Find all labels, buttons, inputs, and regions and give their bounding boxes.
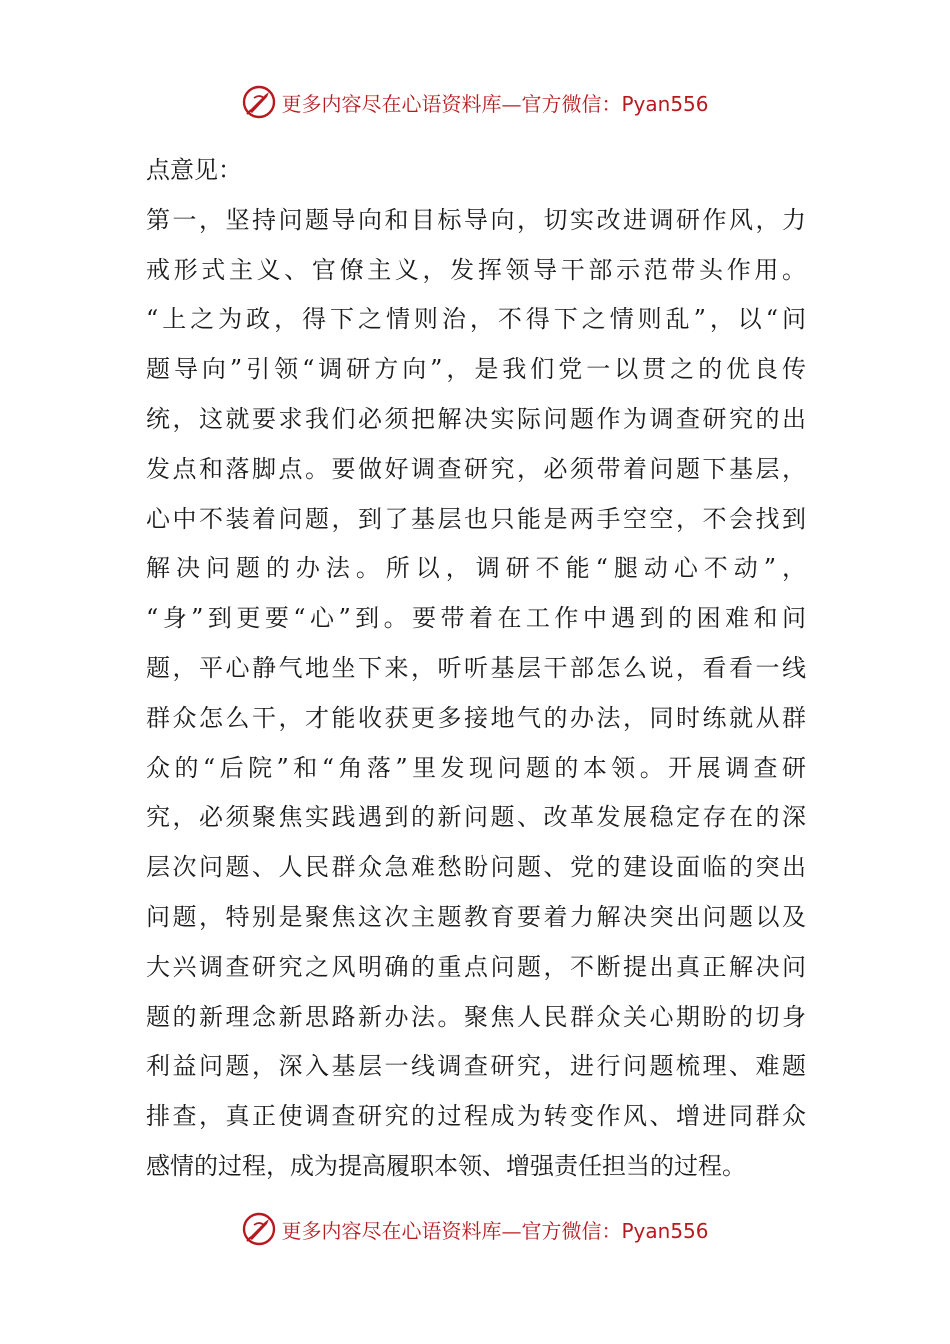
body-line: 利益问题，深入基层一线调查研究，进行问题梳理、难题 bbox=[146, 1052, 806, 1081]
body-line: “上之为政，得下之情则治，不得下之情则乱”，以“问 bbox=[146, 305, 806, 334]
header-text: 更多内容尽在心语资料库—官方微信：Pyan556 bbox=[281, 91, 709, 116]
body-line: 排查，真正使调查研究的过程成为转变作风、增进同群众 bbox=[146, 1102, 806, 1131]
body-line: 题导向”引领“调研方向”，是我们党一以贯之的优良传 bbox=[146, 355, 806, 384]
pen-seal-icon bbox=[241, 1211, 277, 1247]
header-wechat-id: Pyan556 bbox=[621, 91, 709, 116]
body-line: 戒形式主义、官僚主义，发挥领导干部示范带头作用。 bbox=[146, 255, 806, 284]
body-line: 统，这就要求我们必须把解决实际问题作为调查研究的出 bbox=[146, 404, 806, 433]
body-line: 第一，坚持问题导向和目标导向，切实改进调研作风，力 bbox=[146, 205, 806, 234]
body-line: 题，平心静气地坐下来，听听基层干部怎么说，看看一线 bbox=[146, 653, 806, 682]
body-line: 解决问题的办法。所以，调研不能“腿动心不动”， bbox=[146, 554, 806, 583]
body-line: 感情的过程，成为提高履职本领、增强责任担当的过程。 bbox=[146, 1151, 746, 1180]
body-line: 问题，特别是聚焦这次主题教育要着力解决突出问题以及 bbox=[146, 902, 806, 931]
body-line: 众的“后院”和“角落”里发现问题的本领。开展调查研 bbox=[146, 753, 806, 782]
pen-seal-icon bbox=[241, 84, 277, 120]
body-line: 层次问题、人民群众急难愁盼问题、党的建设面临的突出 bbox=[146, 853, 806, 882]
body-line: 群众怎么干，才能收获更多接地气的办法，同时练就从群 bbox=[146, 703, 806, 732]
body-line: 发点和落脚点。要做好调查研究，必须带着问题下基层， bbox=[146, 454, 806, 483]
footer-wechat-id: Pyan556 bbox=[621, 1218, 709, 1243]
footer-text: 更多内容尽在心语资料库—官方微信：Pyan556 bbox=[281, 1218, 709, 1243]
body-line: 究，必须聚焦实践遇到的新问题、改革发展稳定存在的深 bbox=[146, 803, 806, 832]
body-line: 点意见： bbox=[146, 156, 242, 184]
document-body bbox=[146, 146, 806, 1192]
footer-banner bbox=[0, 1209, 950, 1249]
body-line: “身”到更要“心”到。要带着在工作中遇到的困难和问 bbox=[146, 604, 806, 633]
body-line: 大兴调查研究之风明确的重点问题，不断提出真正解决问 bbox=[146, 952, 806, 981]
header-banner bbox=[0, 82, 950, 122]
body-line: 题的新理念新思路新办法。聚焦人民群众关心期盼的切身 bbox=[146, 1002, 806, 1031]
body-line: 心中不装着问题，到了基层也只能是两手空空，不会找到 bbox=[146, 504, 806, 533]
